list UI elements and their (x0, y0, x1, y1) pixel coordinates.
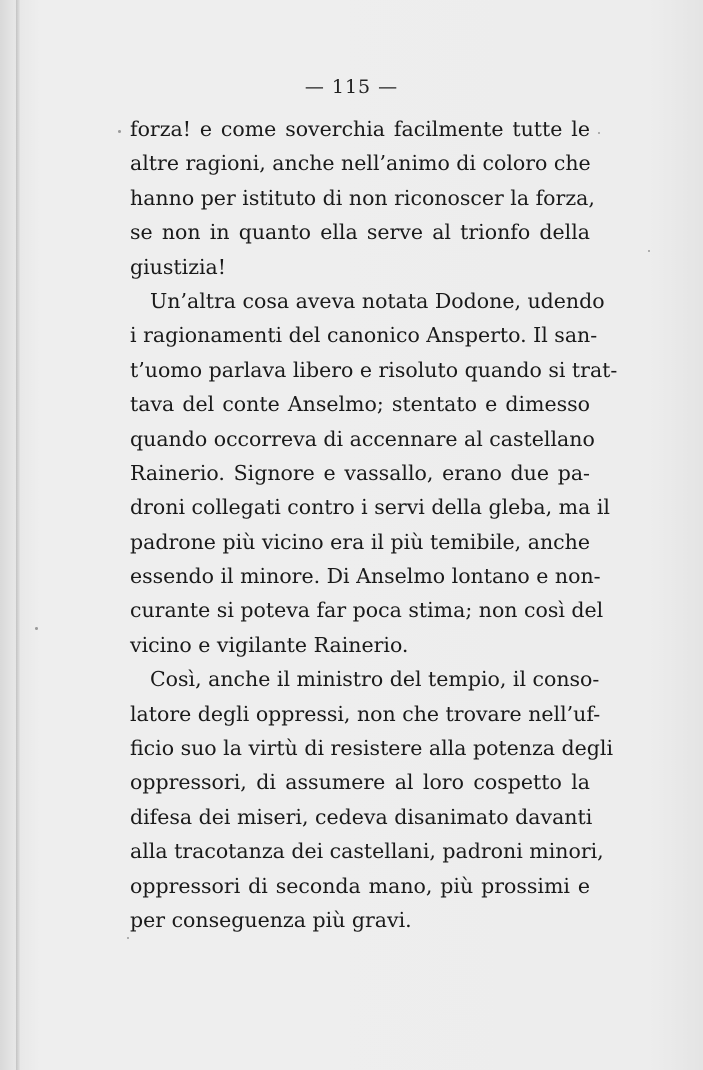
text-line: Un’altra cosa aveva notata Dodone, udendo (150, 288, 605, 313)
text-line: essendo il minore. Di Anselmo lontano e non- (130, 564, 601, 589)
text-line: oppressori, di assumere al loro cospetto la (130, 770, 590, 795)
text-line: Così, anche il ministro del tempio, il conso- (150, 667, 600, 692)
scan-speck (648, 250, 650, 252)
text-line: curante si poteva far poca stima; non così del (130, 598, 604, 623)
text-line: tava del conte Anselmo; stentato e dimesso (130, 392, 590, 417)
text-line: forza! e come soverchia facilmente tutte le (130, 117, 590, 141)
text-line: alla tracotanza dei castellani, padroni minori, (130, 839, 604, 864)
text-line: i ragionamenti del canonico Ansperto. Il san- (130, 323, 598, 348)
text-line: latore degli oppressi, non che trovare nell’uf- (130, 701, 601, 726)
text-line: difesa dei miseri, cedeva disanimato davanti (130, 804, 593, 829)
scan-speck (35, 627, 38, 630)
text-line: t’uomo parlava libero e risoluto quando si trat- (130, 357, 618, 382)
body-text (130, 112, 618, 937)
text-line: oppressori di seconda mano, più prossimi e (130, 873, 590, 898)
paragraph-1 (130, 112, 595, 284)
page-number: — 115 — (304, 76, 399, 98)
page-spine-shadow (16, 0, 20, 1070)
text-line: altre ragioni, anche nell’animo di coloro che (130, 151, 591, 176)
scan-speck (118, 130, 121, 133)
paragraph-3 (130, 662, 614, 937)
text-line: se non in quanto ella serve al trionfo della (130, 220, 590, 245)
text-line: quando occorreva di accennare al castellano (130, 426, 595, 451)
text-line: Rainerio. Signore e vassallo, erano due pa- (130, 460, 590, 485)
text-line: padrone più vicino era il più temibile, anche (130, 529, 590, 554)
text-line: giustizia! (130, 254, 227, 279)
scan-speck (127, 937, 129, 939)
paragraph-2 (130, 284, 618, 662)
text-line: vicino e vigilante Rainerio. (130, 632, 409, 657)
scan-speck (598, 132, 600, 134)
text-line: hanno per istituto di non riconoscer la forza, (130, 185, 595, 210)
text-line: ficio suo la virtù di resistere alla potenza degli (130, 736, 614, 761)
text-line: droni collegati contro i servi della gleba, ma il (130, 495, 610, 520)
text-line: per conseguenza più gravi. (130, 907, 412, 932)
